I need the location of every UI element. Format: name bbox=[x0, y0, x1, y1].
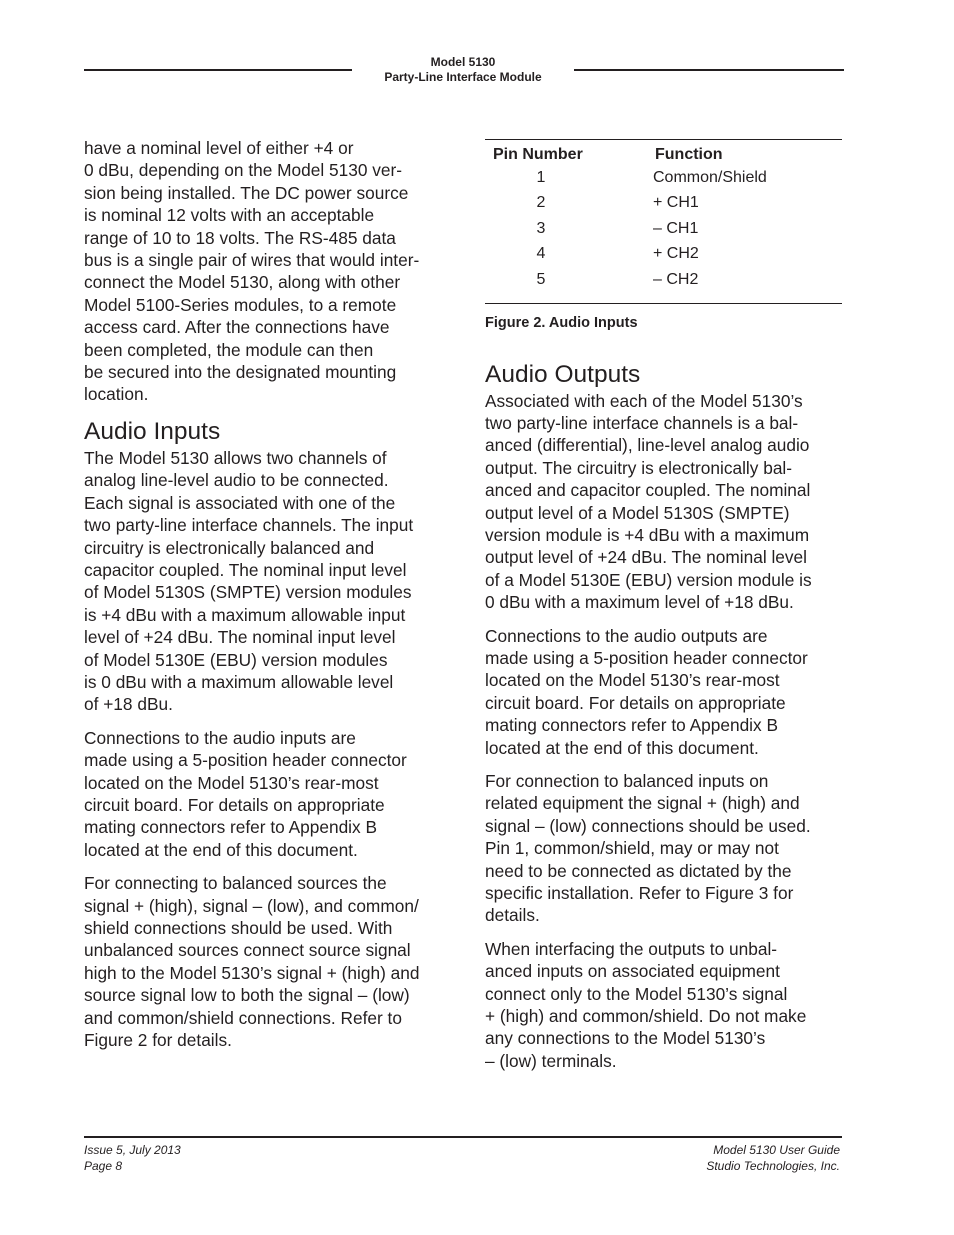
figure-caption: Figure 2. Audio Inputs bbox=[485, 314, 638, 331]
text-line: anced and capacitor coupled. The nominal bbox=[485, 480, 811, 501]
text-line: is nominal 12 volts with an acceptable bbox=[84, 205, 375, 226]
pin-cell: 2 bbox=[536, 194, 546, 212]
text-line: source signal low to both the signal – (low) bbox=[84, 985, 410, 1006]
table-row bbox=[485, 267, 842, 303]
text-line: For connecting to balanced sources the bbox=[84, 873, 387, 894]
running-header bbox=[352, 55, 574, 85]
text-line: range of 10 to 18 volts. The RS-485 data bbox=[84, 227, 396, 248]
audio-outputs-paragraph-2 bbox=[485, 625, 842, 759]
text-line: Model 5100-Series modules, to a remote bbox=[84, 294, 397, 315]
text-line: of +18 dBu. bbox=[84, 694, 173, 715]
table-row bbox=[485, 216, 842, 242]
text-line: connect the Model 5130, along with other bbox=[84, 272, 401, 293]
text-line: signal + (high), signal – (low), and common/ bbox=[84, 895, 419, 916]
text-line: Pin 1, common/shield, may or may not bbox=[485, 838, 779, 859]
text-line: and common/shield connections. Refer to bbox=[84, 1007, 402, 1028]
header-model: Model 5130 bbox=[430, 55, 496, 69]
text-line: have a nominal level of either +4 or bbox=[84, 138, 354, 158]
table-row bbox=[485, 191, 842, 217]
text-line: + (high) and common/shield. Do not make bbox=[485, 1006, 807, 1027]
text-line: When interfacing the outputs to unbal- bbox=[485, 938, 778, 959]
text-line: circuit board. For details on appropriate bbox=[485, 692, 786, 713]
text-line: Associated with each of the Model 5130’s bbox=[485, 390, 803, 411]
text-line: specific installation. Refer to Figure 3 for bbox=[485, 883, 794, 904]
audio-inputs-heading: Audio Inputs bbox=[84, 417, 221, 445]
text-line: details. bbox=[485, 905, 540, 926]
text-line: related equipment the signal + (high) and bbox=[485, 793, 800, 814]
text-line: mating connectors refer to Appendix B bbox=[485, 715, 778, 736]
header-rule-right bbox=[574, 69, 844, 71]
text-line: capacitor coupled. The nominal input level bbox=[84, 559, 407, 580]
text-line: is +4 dBu with a maximum allowable input bbox=[84, 604, 406, 625]
text-line: located at the end of this document. bbox=[84, 839, 358, 860]
text-line: output level of +24 dBu. The nominal level bbox=[485, 547, 807, 568]
audio-inputs-paragraph-2 bbox=[84, 727, 450, 861]
audio-outputs-paragraph-4 bbox=[485, 938, 842, 1072]
text-line: circuitry is electronically balanced and bbox=[84, 537, 375, 558]
right-column bbox=[485, 139, 842, 1083]
text-line: shield connections should be used. With bbox=[84, 918, 393, 938]
text-line: is 0 dBu with a maximum allowable level bbox=[84, 671, 394, 692]
text-line: of a Model 5130E (EBU) version module is bbox=[485, 569, 812, 590]
header-rule-left bbox=[84, 69, 352, 71]
footer-company: Studio Technologies, Inc. bbox=[706, 1158, 840, 1173]
text-line: made using a 5-position header connector bbox=[485, 647, 808, 668]
text-line: two party-line interface channels is a bal- bbox=[485, 412, 799, 433]
function-cell: + CH1 bbox=[653, 194, 699, 212]
pin-cell: 3 bbox=[536, 219, 546, 237]
text-line: connect only to the Model 5130’s signal bbox=[485, 983, 788, 1004]
text-line: of Model 5130S (SMPTE) version modules bbox=[84, 582, 412, 603]
text-line: – (low) terminals. bbox=[485, 1050, 617, 1071]
text-line: access card. After the connections have bbox=[84, 317, 390, 338]
footer-left bbox=[84, 1143, 181, 1174]
function-cell: – CH1 bbox=[653, 219, 699, 237]
footer-page-number: Page 8 bbox=[84, 1158, 123, 1173]
footer-right bbox=[706, 1143, 840, 1174]
audio-outputs-paragraph-1 bbox=[485, 390, 842, 614]
intro-paragraph bbox=[84, 137, 450, 406]
text-line: of Model 5130E (EBU) version modules bbox=[84, 649, 388, 670]
text-line: Figure 2 for details. bbox=[84, 1030, 232, 1051]
pin-cell: 5 bbox=[485, 267, 647, 303]
text-line: been completed, the module can then bbox=[84, 339, 374, 360]
text-line: version module is +4 dBu with a maximum bbox=[485, 524, 810, 545]
function-header: Function bbox=[647, 140, 842, 166]
text-line: For connection to balanced inputs on bbox=[485, 771, 769, 791]
text-line: two party-line interface channels. The input bbox=[84, 515, 414, 536]
table-row bbox=[485, 165, 842, 191]
text-line: location. bbox=[84, 384, 149, 405]
text-line: unbalanced sources connect source signal bbox=[84, 940, 411, 961]
text-line: 0 dBu with a maximum level of +18 dBu. bbox=[485, 592, 794, 613]
table-row bbox=[485, 242, 842, 268]
text-line: output level of a Model 5130S (SMPTE) bbox=[485, 502, 790, 523]
footer-rule bbox=[84, 1136, 842, 1138]
pin-number-header: Pin Number bbox=[485, 140, 647, 166]
audio-outputs-paragraph-3 bbox=[485, 770, 842, 927]
text-line: The Model 5130 allows two channels of bbox=[84, 447, 387, 468]
text-line: anced (differential), line-level analog audio bbox=[485, 435, 810, 456]
footer-guide-title: Model 5130 User Guide bbox=[713, 1143, 840, 1157]
text-line: located at the end of this document. bbox=[485, 737, 759, 758]
text-line: output. The circuitry is electronically bal- bbox=[485, 457, 793, 478]
table-header-row bbox=[485, 140, 842, 166]
text-line: mating connectors refer to Appendix B bbox=[84, 817, 377, 838]
function-cell: Common/Shield bbox=[653, 168, 767, 186]
text-line: circuit board. For details on appropriate bbox=[84, 794, 385, 815]
footer-issue: Issue 5, July 2013 bbox=[84, 1143, 181, 1157]
left-column bbox=[84, 137, 450, 1062]
header-title: Party-Line Interface Module bbox=[384, 70, 542, 84]
audio-inputs-paragraph-1 bbox=[84, 447, 450, 716]
audio-outputs-heading: Audio Outputs bbox=[485, 360, 641, 388]
text-line: anced inputs on associated equipment bbox=[485, 961, 780, 982]
text-line: any connections to the Model 5130’s bbox=[485, 1028, 766, 1049]
text-line: Connections to the audio outputs are bbox=[485, 625, 768, 646]
text-line: high to the Model 5130’s signal + (high) and bbox=[84, 962, 420, 983]
text-line: need to be connected as dictated by the bbox=[485, 860, 792, 881]
text-line: level of +24 dBu. The nominal input level bbox=[84, 627, 396, 648]
text-line: 0 dBu, depending on the Model 5130 ver- bbox=[84, 160, 403, 181]
audio-inputs-paragraph-3 bbox=[84, 872, 450, 1051]
text-line: Connections to the audio inputs are bbox=[84, 727, 356, 748]
text-line: signal – (low) connections should be used. bbox=[485, 815, 811, 836]
text-line: located on the Model 5130’s rear-most bbox=[84, 772, 379, 793]
text-line: Each signal is associated with one of the bbox=[84, 492, 396, 513]
audio-inputs-pin-table bbox=[485, 139, 842, 304]
pin-cell: 4 bbox=[536, 245, 546, 263]
pin-cell: 1 bbox=[536, 168, 546, 186]
text-line: bus is a single pair of wires that would inter- bbox=[84, 250, 420, 271]
text-line: sion being installed. The DC power source bbox=[84, 182, 409, 203]
function-cell: + CH2 bbox=[653, 245, 699, 263]
text-line: made using a 5-position header connector bbox=[84, 750, 407, 771]
text-line: located on the Model 5130’s rear-most bbox=[485, 670, 780, 691]
text-line: analog line-level audio to be connected. bbox=[84, 470, 389, 491]
function-cell: – CH2 bbox=[647, 267, 842, 303]
text-line: be secured into the designated mounting bbox=[84, 362, 397, 383]
